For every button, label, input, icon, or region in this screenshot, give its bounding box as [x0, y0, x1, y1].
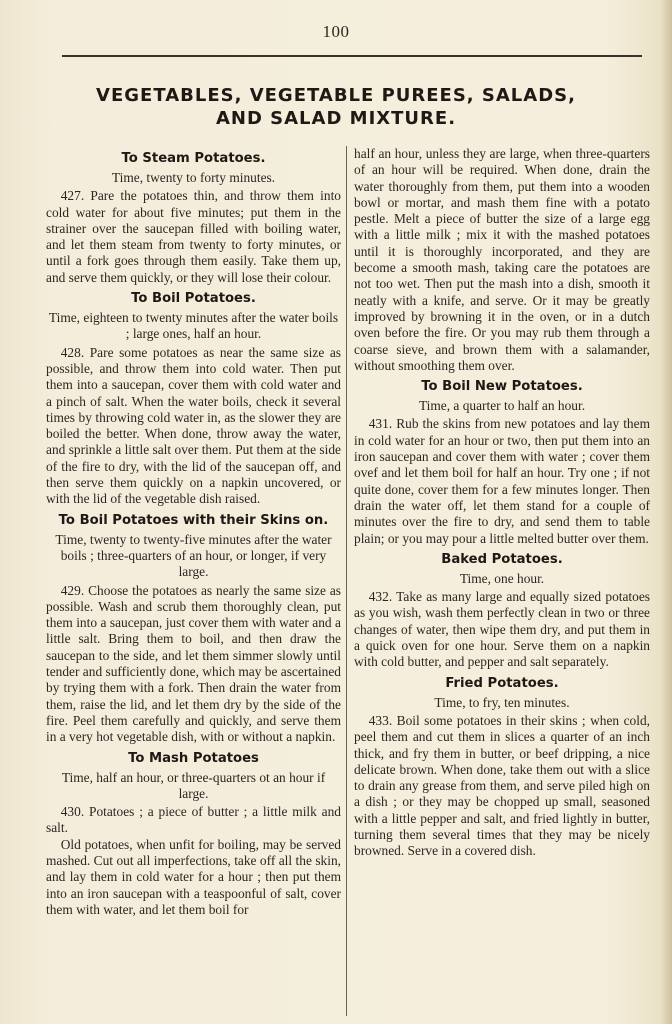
chapter-title-line-2: AND SALAD MIXTURE.	[215, 108, 457, 129]
recipe-432: 432. Take as many large and equally sized potatoes as you wish, wash them perfectly clean in two or three changes of water, then wipe them dry, and put them in a quick oven for one hour. Serve them on a napkin with cold butter, and pepper and salt separately.	[354, 589, 650, 670]
column-divider	[346, 146, 347, 1016]
recipe-430-end: half an hour, unless they are large, when three-quarters of an hour will be required. When done, drain the water thoroughly from them, put them into a wooden bowl or mortar, and mash them fine with a potato pestle. Melt a piece of butter the size of a large egg with a little milk ; mix it with the mashed potatoes until it is thoroughly incorporated, and they are become a smooth mash, taking care the potatoes are not too wet. Then put the mash into a dish, smooth it neatly with a knife, and serve. Or it may be greatly improved by browning it in the oven, or in a dutch oven before the fire. Or you may rub them through a coarse sieve, and brown them with a salamander, without smoothing them over.	[354, 146, 650, 373]
recipe-428: 428. Pare some potatoes as near the same size as possible, and throw them into cold water. Then put them into a saucepan, cover them with cold water and a pinch of salt. When the water boils, check it several times by throwing cold water in, as the slower they are boiled the better. When done, throw away the water, and sprinkle a little salt over them. Put them at the side of the fire to dry, with the lid of the saucepan off, and then serve them quickly on a napkin uncovered, or with the lid of the vegetable dish raised.	[46, 344, 341, 507]
page-number: 100	[322, 22, 350, 41]
section-title-baked-potatoes: Baked Potatoes.	[441, 551, 563, 567]
time-boil-potatoes-skins: Time, twenty to twenty-five minutes after the water boils ; three-quarters of an hour, or longer, if very large.	[55, 531, 332, 580]
time-fried-potatoes: Time, to fry, ten minutes.	[434, 694, 570, 710]
chapter-title	[30, 84, 642, 130]
recipe-430: 430. Potatoes ; a piece of butter ; a little milk and salt.	[46, 804, 341, 836]
header-rule	[62, 55, 642, 57]
right-column	[354, 146, 650, 860]
section-title-fried-potatoes: Fried Potatoes.	[445, 675, 559, 691]
recipe-431: 431. Rub the skins from new potatoes and lay them in cold water for an hour or two, then put them into an iron saucepan and cover them with water ; cover them ovef and let them boil for half an hour. Try one ; if not quite done, cover them for a few minutes longer. Then drain the water off, let them stand for a couple of minutes over the fire to dry, and send them to table plain; or you may pour a little melted butter over them.	[354, 416, 650, 546]
recipe-430-continued: Old potatoes, when unfit for boiling, may be served mashed. Cut out all imperfections, take off all the skin, and lay them in cold water for a hour ; then put them into an iron saucepan with a teaspoonful of salt, cover them with water, and let them boil for	[46, 836, 341, 917]
time-boil-potatoes: Time, eighteen to twenty minutes after the water boils ; large ones, half an hour.	[48, 310, 339, 342]
time-baked-potatoes: Time, one hour.	[459, 570, 545, 586]
recipe-433: 433. Boil some potatoes in their skins ; when cold, peel them and cut them in slices a quarter of an inch thick, and fry them in butter, or beef dripping, a nice delicate brown. When done, take them out with a slice to drain any grease from them, and serve piled high on a dish ; or they may be chopped up small, seasoned with a little pepper and salt, and fried lightly in butter, turning them several times that they may be nicely browned. Serve in a covered dish.	[354, 712, 650, 859]
time-mash-potatoes: Time, half an hour, or three-quarters ot an hour if large.	[61, 769, 326, 801]
left-column	[46, 146, 341, 918]
time-steam-potatoes: Time, twenty to forty minutes.	[111, 170, 276, 185]
recipe-429: 429. Choose the potatoes as nearly the same size as possible. Wash and scrub them thoroughly clean, put them into a saucepan, just cover them with water and a little salt. Bring them to boil, and then draw the saucepan to the side, and let them simmer slowly until tender and sufficiently done, which may be ascertained by trying them with a fork. Then drain the water from them, raise the lid, and let them dry by the side of the fire. Peel them carefully and quickly, and serve them in a very hot vegetable dish, with or without a napkin.	[46, 582, 341, 745]
section-title-boil-potatoes: To Boil Potatoes.	[131, 291, 256, 307]
section-title-boil-potatoes-skins: To Boil Potatoes with their Skins on.	[58, 512, 329, 528]
page-edge-shadow	[660, 0, 672, 1024]
section-title-new-potatoes: To Boil New Potatoes.	[421, 379, 583, 395]
chapter-title-line-1: VEGETABLES, VEGETABLE PUREES, SALADS,	[96, 85, 576, 106]
recipe-427: 427. Pare the potatoes thin, and throw them into cold water for about five minutes; put them in the strainer over the saucepan filled with boiling water, and let them steam from twenty to forty minutes, or until a fork goes through them easily. Take them up, and serve them quickly, or they will lose their colour.	[46, 188, 341, 285]
section-title-mash-potatoes: To Mash Potatoes	[128, 750, 259, 766]
time-new-potatoes: Time, a quarter to half an hour.	[418, 398, 586, 414]
section-title-steam-potatoes: To Steam Potatoes.	[121, 151, 266, 166]
